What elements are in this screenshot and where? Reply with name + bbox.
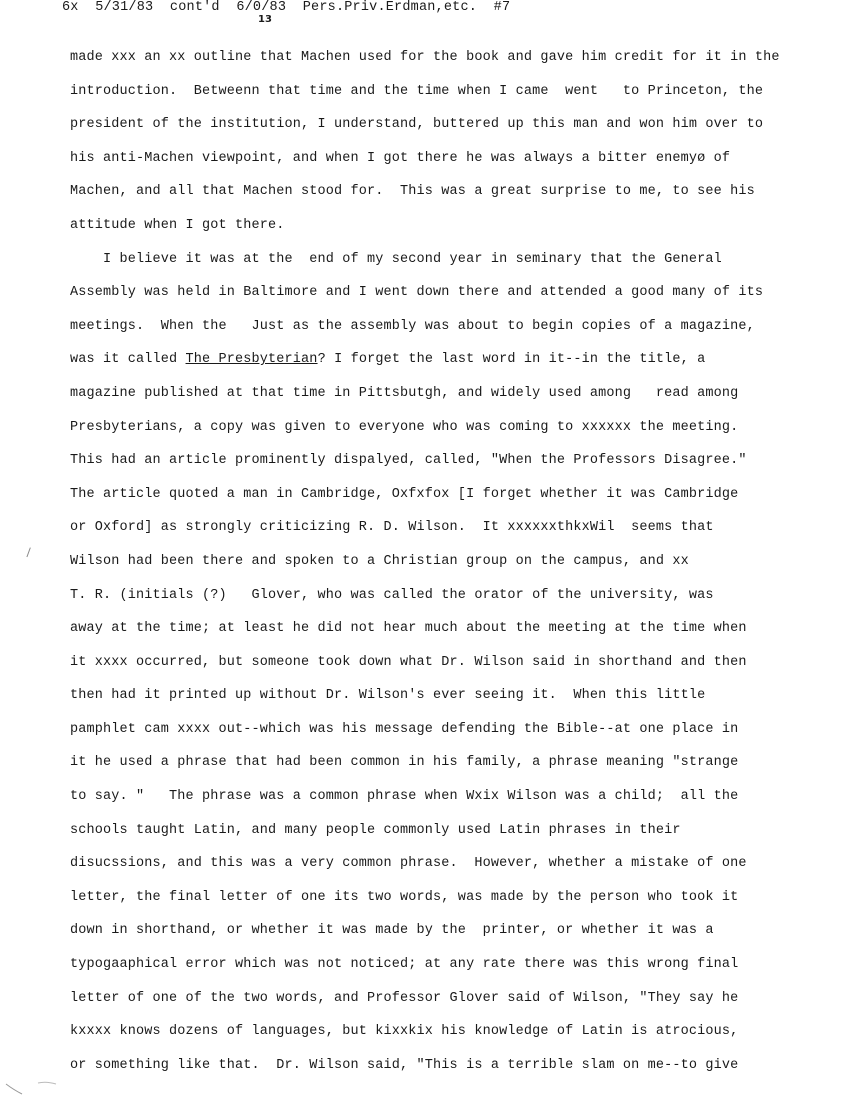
text-line: This had an article prominently dispalyed, called, "When the Professors Disagree.": [70, 453, 747, 469]
text-line: kxxxx knows dozens of languages, but kixxkix his knowledge of Latin is atrocious,: [70, 1024, 739, 1040]
text-line: T. R. (initials (?) Glover, who was called the orator of the university, was: [70, 587, 714, 603]
text-line: I believe it was at the end of my second year in seminary that the General: [70, 251, 722, 267]
text-line: it he used a phrase that had been common in his family, a phrase meaning "strange: [70, 755, 739, 771]
text-line: down in shorthand, or whether it was made by the printer, or whether it was a: [70, 923, 714, 939]
text-line: typogaaphical error which was not noticed; at any rate there was this wrong final: [70, 957, 739, 973]
text-line: Assembly was held in Baltimore and I went down there and attended a good many of its: [70, 285, 764, 301]
text-line: or something like that. Dr. Wilson said, "This is a terrible slam on me--to give: [70, 1057, 739, 1073]
text-line: president of the institution, I understand, buttered up this man and won him over to: [70, 117, 764, 133]
text-line: Wilson had been there and spoken to a Christian group on the campus, and xx: [70, 553, 689, 569]
text-line-start: was it called: [70, 352, 186, 368]
text-line: magazine published at that time in Pittsbutgh, and widely used among read among: [70, 385, 739, 401]
text-line: or Oxford] as strongly criticizing R. D. Wilson. It xxxxxxthkxWil seems that: [70, 520, 714, 536]
margin-pen-mark: [26, 547, 34, 558]
text-line: meetings. When the Just as the assembly was about to begin copies of a magazine,: [70, 318, 755, 334]
text-line: letter, the final letter of one its two words, was made by the person who took it: [70, 889, 739, 905]
text-line: schools taught Latin, and many people commonly used Latin phrases in their: [70, 822, 681, 838]
body-text: [70, 47, 830, 1088]
text-line: The article quoted a man in Cambridge, Oxfxfox [I forget whether it was Cambridge: [70, 486, 739, 502]
page-header: 6x 5/31/83 cont'd 6/0/83 Pers.Priv.Erdman,etc. #7: [62, 0, 511, 15]
text-line: to say. " The phrase was a common phrase when Wxix Wilson was a child; all the: [70, 789, 739, 805]
text-line: [70, 349, 830, 383]
handwritten-date-annotation: 13: [258, 14, 272, 25]
text-line: his anti-Machen viewpoint, and when I got there he was always a bitter enemyø of: [70, 150, 731, 166]
text-line: made xxx an xx outline that Machen used for the book and gave him credit for it in the: [70, 50, 780, 65]
text-line: Machen, and all that Machen stood for. This was a great surprise to me, to see his: [70, 184, 755, 200]
text-line: letter of one of the two words, and Professor Glover said of Wilson, "They say he: [70, 990, 739, 1006]
corner-pencil-scribble: [4, 1080, 64, 1096]
text-line: introduction. Betweenn that time and the time when I came went to Princeton, the: [70, 83, 764, 99]
text-line-end: ? I forget the last word in it--in the title, a: [317, 352, 706, 368]
text-line: pamphlet cam xxxx out--which was his message defending the Bible--at one place in: [70, 721, 739, 737]
text-line: it xxxx occurred, but someone took down what Dr. Wilson said in shorthand and then: [70, 654, 747, 670]
magazine-title: The Presbyterian: [185, 352, 318, 368]
text-line: attitude when I got there.: [70, 217, 285, 233]
text-line: away at the time; at least he did not hear much about the meeting at the time when: [70, 621, 747, 637]
text-line: disucssions, and this was a very common phrase. However, whether a mistake of one: [70, 856, 747, 872]
text-line: then had it printed up without Dr. Wilson's ever seeing it. When this little: [70, 688, 706, 704]
text-line: Presbyterians, a copy was given to everyone who was coming to xxxxxx the meeting.: [70, 419, 739, 435]
